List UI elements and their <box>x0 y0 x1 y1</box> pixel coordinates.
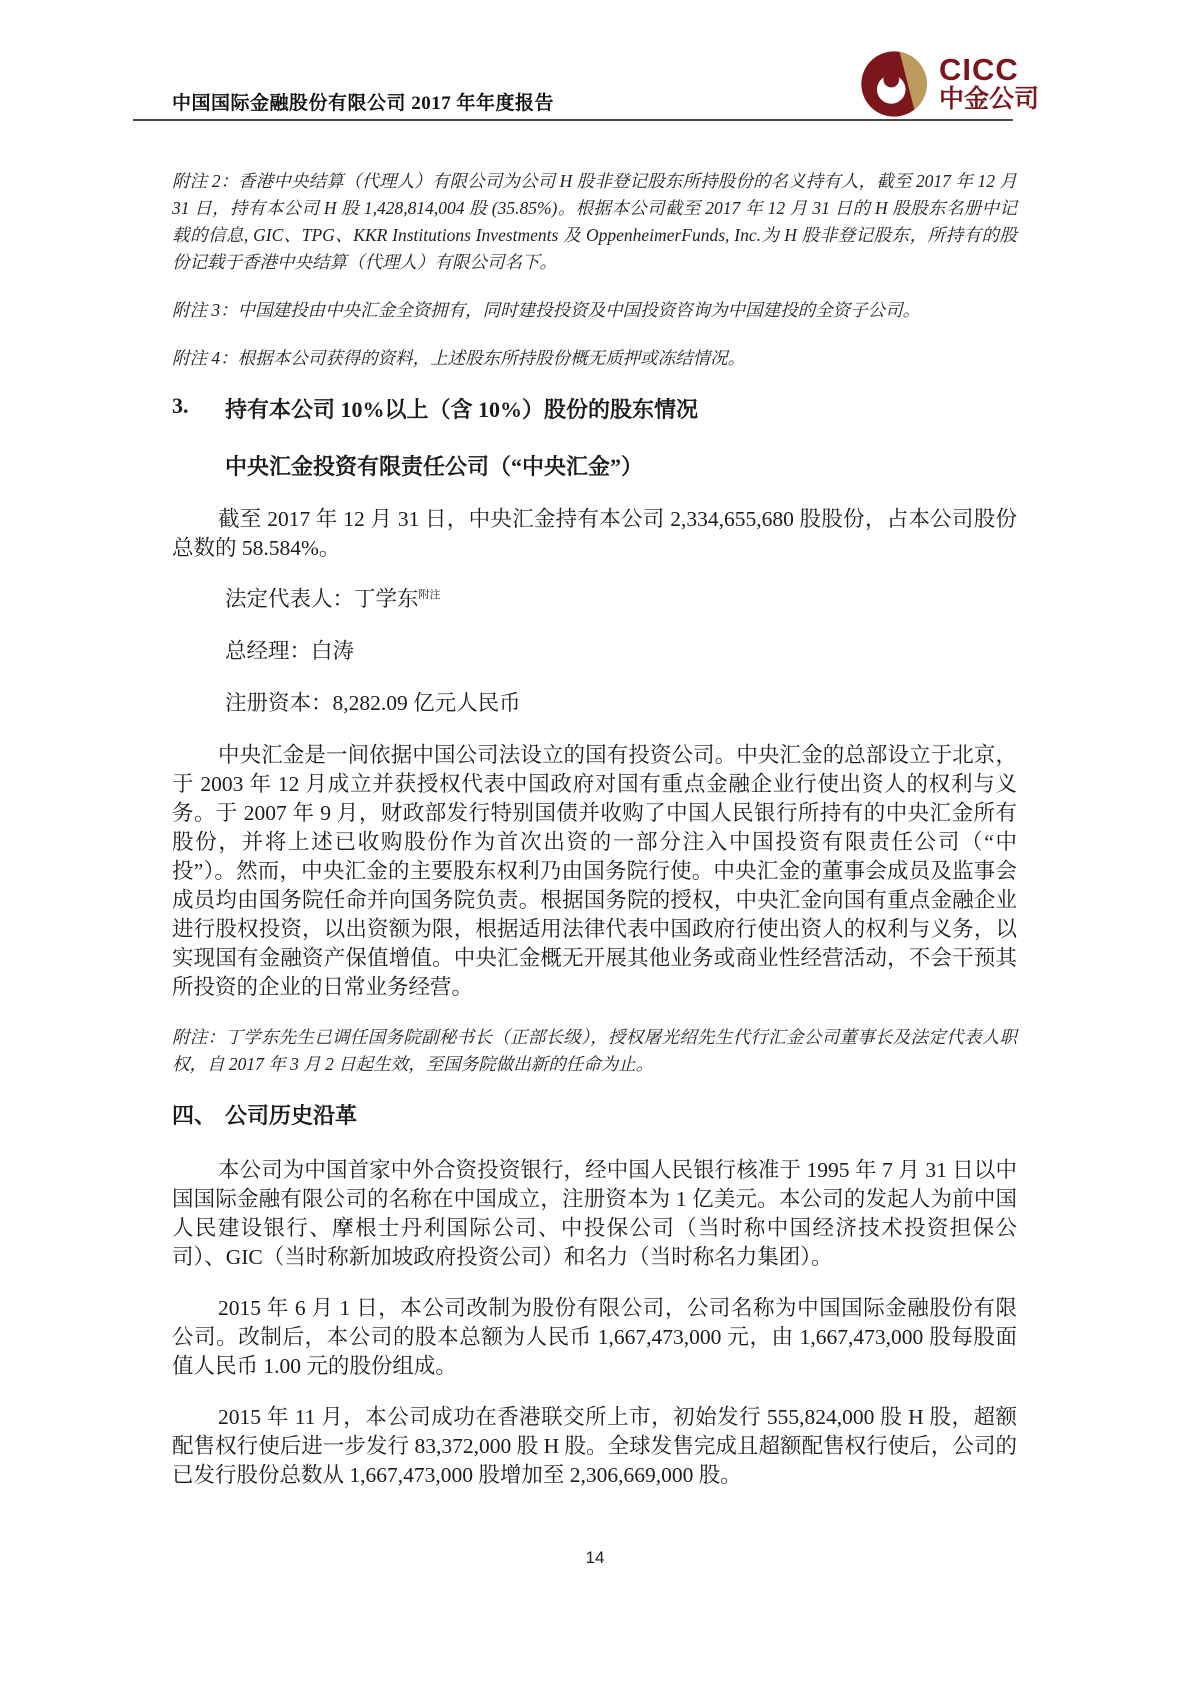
section3-heading <box>172 393 1017 424</box>
footnote-2: 附注 2：香港中央结算（代理人）有限公司为公司 H 股非登记股东所持股份的名义持有人，截至 2017 年 12 月 31 日，持有本公司 H 股 1,428,814,004 股 (35.85%)。根据本公司截至 2017 年 12 月 31 日的 H 股股东名册中记载的信息, GIC、TPG、KKR Institutions Investments 及 OppenheimerFunds, Inc.为 H 股非登记股东，所持有的股份记载于香港中央结算（代理人）有限公司名下。 <box>172 171 1017 272</box>
holding-paragraph: 截至 2017 年 12 月 31 日，中央汇金持有本公司 2,334,655,680 股股份，占本公司股份总数的 58.584%。 <box>172 507 1017 560</box>
cicc-logo-icon <box>860 50 928 118</box>
document-body <box>172 168 1017 1512</box>
legal-representative-text: 法定代表人：丁学东 <box>225 587 419 611</box>
general-manager-line: 总经理：白涛 <box>225 639 355 663</box>
section4-heading <box>172 1099 1017 1130</box>
cicc-logo-text <box>939 52 1040 113</box>
cicc-logo-en: CICC <box>939 52 1019 87</box>
section3-number: 3. <box>172 393 189 418</box>
registered-capital-line: 注册资本：8,282.09 亿元人民币 <box>225 691 521 715</box>
header-divider <box>133 119 1013 121</box>
page-number: 14 <box>585 1548 605 1567</box>
section4-title: 公司历史沿革 <box>225 1103 358 1128</box>
footnote-4: 附注 4：根据本公司获得的资料，上述股东所持股份概无质押或冻结情况。 <box>172 348 746 368</box>
cicc-logo-cn: 中金公司 <box>939 85 1040 113</box>
section3-title: 持有本公司 10%以上（含 10%）股份的股东情况 <box>225 397 699 422</box>
footnote-3: 附注 3：中国建投由中央汇金全资拥有，同时建投投资及中国投资咨询为中国建投的全资子公司。 <box>172 300 921 320</box>
huijin-profile-paragraph: 中央汇金是一间依据中国公司法设立的国有投资公司。中央汇金的总部设立于北京，于 2003 年 12 月成立并获授权代表中国政府对国有重点金融企业行使出资人的权利与义务。于 2007 年 9 月，财政部发行特别国债并收购了中国人民银行所持有的中央汇金所有股份，并将上述已收购股份作为首次出资的一部分注入中国投资有限责任公司（“中投”）。然而，中央汇金的主要股东权利乃由国务院行使。中央汇金的董事会成员及监事会成员均由国务院任命并向国务院负责。根据国务院的授权，中央汇金向国有重点金融企业进行股权投资，以出资额为限，根据适用法律代表中国政府行使出资人的权利与义务，以实现国有金融资产保值增值。中央汇金概无开展其他业务或商业性经营活动，不会干预其所投资的企业的日常业务经营。 <box>172 743 1017 999</box>
footnote-legal-rep: 附注：丁学东先生已调任国务院副秘书长（正部长级），授权屠光绍先生代行汇金公司董事长及法定代表人职权，自 2017 年 3 月 2 日起生效，至国务院做出新的任命为止。 <box>172 1027 1017 1074</box>
cicc-logo <box>860 50 1039 118</box>
section3-subheading: 中央汇金投资有限责任公司（“中央汇金”） <box>225 454 644 479</box>
section4-number: 四、 <box>172 1103 217 1128</box>
legal-representative-note-marker: 附注 <box>418 588 441 601</box>
history-paragraph-3: 2015 年 11 月，本公司成功在香港联交所上市，初始发行 555,824,000 股 H 股，超额配售权行使后进一步发行 83,372,000 股 H 股。全球发售完成且超额配售权行使后，公司的已发行股份总数从 1,667,473,000 股增加至 2,306,669,000 股。 <box>172 1405 1017 1487</box>
history-paragraph-2: 2015 年 6 月 1 日，本公司改制为股份有限公司，公司名称为中国国际金融股份有限公司。改制后，本公司的股本总额为人民币 1,667,473,000 元，由 1,667,473,000 股每股面值人民币 1.00 元的股份组成。 <box>172 1296 1017 1378</box>
report-header-title: 中国国际金融股份有限公司 2017 年年度报告 <box>172 93 555 114</box>
legal-representative-line <box>172 585 1017 614</box>
history-paragraph-1: 本公司为中国首家中外合资投资银行，经中国人民银行核准于 1995 年 7 月 31 日以中国国际金融有限公司的名称在中国成立，注册资本为 1 亿美元。本公司的发起人为前中国人民建设银行、摩根士丹利国际公司、中投保公司（当时称中国经济技术投资担保公司）、GIC（当时称新加坡政府投资公司）和名力（当时称名力集团）。 <box>172 1158 1017 1269</box>
